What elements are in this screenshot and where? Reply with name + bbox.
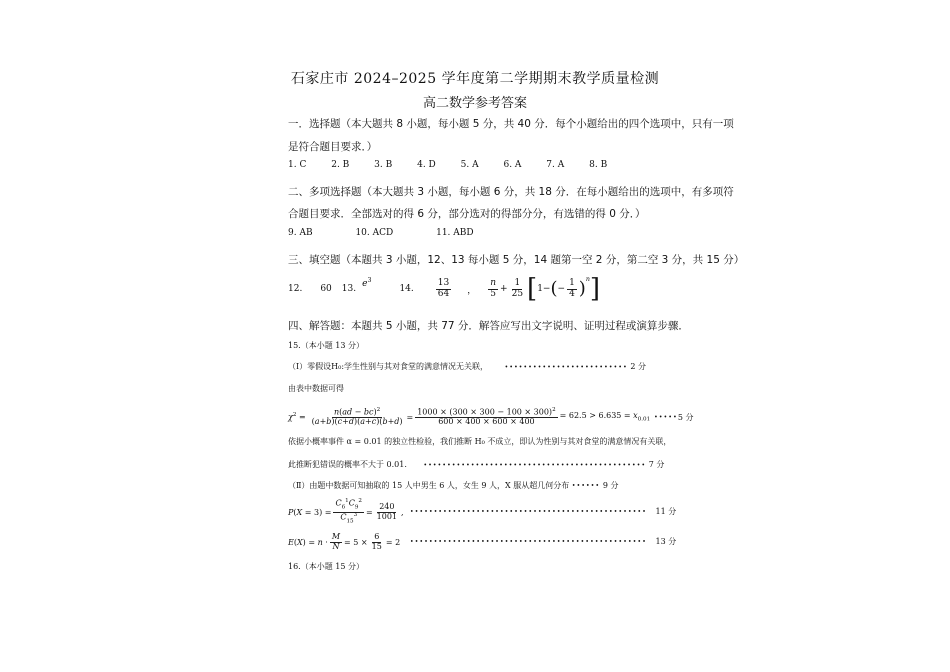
q15-step-7-score: 11 分	[655, 507, 677, 516]
q15-step-8-score: 13 分	[655, 537, 677, 546]
q15-heading: 15.（本小题 13 分）	[288, 341, 364, 350]
q14-fraction-numerator: 13	[437, 278, 450, 289]
q15-expectation-formula: E(X) = n · $\frac{M}{N}$ = 5 × $\frac{6}{15}$ = 2	[288, 532, 401, 551]
q15-step-6-score: 9 分	[602, 481, 619, 490]
answer-item: 8. B	[589, 160, 608, 170]
section2-heading-line1: 二、多项选择题（本大题共 3 小题，每小题 6 分，共 18 分．在每小题给出的选项中，有多项符	[288, 186, 734, 198]
q15-step-1: （Ⅰ）零假设H₀:学生性别与其对食堂的满意情况无关联， •••••••••••••••••••••••••• 2 分	[288, 362, 646, 371]
q13-expression: $e^3$	[362, 277, 372, 289]
section2-answers	[288, 228, 496, 238]
q13-label: 13.	[341, 284, 357, 294]
answer-item: 7. A	[546, 160, 565, 170]
q15-step-2: 由表中数据可得	[288, 384, 344, 393]
q15-probability-formula: P(X = 3) = $\frac{C_6^1C_9^2}{C_{15}^3}$ = $\frac{240}{1001}$ ,	[288, 498, 404, 524]
q14-first-fraction	[436, 279, 451, 299]
q15-step-7-leader: •••••••••••••••••••••••••••••••••••••••••••••••••• 11 分	[410, 507, 677, 516]
answer-item: 11. ABD	[436, 228, 474, 238]
q15-step-6-text: （Ⅱ）由题中数据可知抽取的 15 人中男生 6 人，女生 9 人，X 服从超几何分布	[288, 481, 570, 490]
q16-heading: 16.（本小题 15 分）	[288, 562, 364, 571]
q12-label: 12.	[288, 284, 303, 294]
q15-step-3-score: 5 分	[677, 412, 694, 422]
section3-answers	[288, 272, 600, 306]
page-subtitle: 高二数学参考答案	[422, 96, 527, 111]
q14-second-expression: $\frac{n}{5}$ + $\frac{1}{25}$ [ 1− ( − $\frac{1}{4}$ ) $^n$ ]	[490, 274, 601, 304]
q15-chi-square-formula: $\chi^2$ = $\frac{n(ad - bc)^2}{(a+b)(c+d)(a+c)(b+d)}$ = $\frac{1000 \times (300 \times 300 - 100 \times 300)^2}{600 \times 400 \times 600 \times 400}$ = $62.5 > 6.635 = x_{0.01}$ ••••• 5 分	[288, 406, 694, 426]
answer-item: 1. C	[288, 160, 307, 170]
q15-step-5-text: 此推断犯错误的概率不大于 0.01.	[288, 460, 407, 469]
section3-heading: 三、填空题（本题共 3 小题，12、13 每小题 5 分，14 题第一空 2 分，第二空 3 分，共 15 分）	[288, 254, 745, 266]
section2-heading-line2: 合题目要求．全部选对的得 6 分，部分选对的得部分分，有选错的得 0 分．）	[288, 208, 646, 220]
q15-step-1-text: （Ⅰ）零假设H₀:学生性别与其对食堂的满意情况无关联，	[288, 362, 489, 371]
answer-item: 5. A	[460, 160, 479, 170]
q14-fraction-denominator: 64	[437, 288, 450, 299]
answer-item: 2. B	[331, 160, 350, 170]
q15-step-5: 此推断犯错误的概率不大于 0.01. ••••••••••••••••••••••••••••••••••••••••••••••• 7 分	[288, 460, 665, 469]
q15-step-6: （Ⅱ）由题中数据可知抽取的 15 人中男生 6 人，女生 9 人，X 服从超几何分布 •••••• 9 分	[288, 481, 619, 490]
answer-item: 4. D	[417, 160, 436, 170]
answer-item: 6. A	[503, 160, 522, 170]
section1-heading-line2: 是符合题目要求．）	[288, 141, 378, 153]
section4-heading: 四、解答题：本题共 5 小题，共 77 分．解答应写出文字说明、证明过程或演算步骤．	[288, 320, 689, 332]
section1-heading-line1: 一．选择题（本大题共 8 小题，每小题 5 分，共 40 分．每个小题给出的四个选项中，只有一项	[288, 118, 734, 130]
q15-step-4: 依据小概率事件 α = 0.01 的独立性检验，我们推断 H₀ 不成立，即认为性别与其对食堂的满意情况有关联，	[288, 437, 672, 446]
page-title: 石家庄市 2024–2025 学年度第二学期期末教学质量检测	[290, 71, 660, 87]
answer-item: 10. ACD	[355, 228, 394, 238]
answer-item: 3. B	[374, 160, 393, 170]
answer-item: 9. AB	[288, 228, 313, 238]
q14-label: 14.	[399, 284, 414, 294]
q15-step-5-score: 7 分	[648, 460, 665, 469]
section1-answers	[288, 160, 629, 170]
q15-step-8-leader: •••••••••••••••••••••••••••••••••••••••••••••••••• 13 分	[410, 537, 677, 546]
q14-separator: ，	[467, 285, 477, 296]
q12-value: 60	[320, 284, 332, 294]
q15-step-1-score: 2 分	[630, 362, 646, 371]
